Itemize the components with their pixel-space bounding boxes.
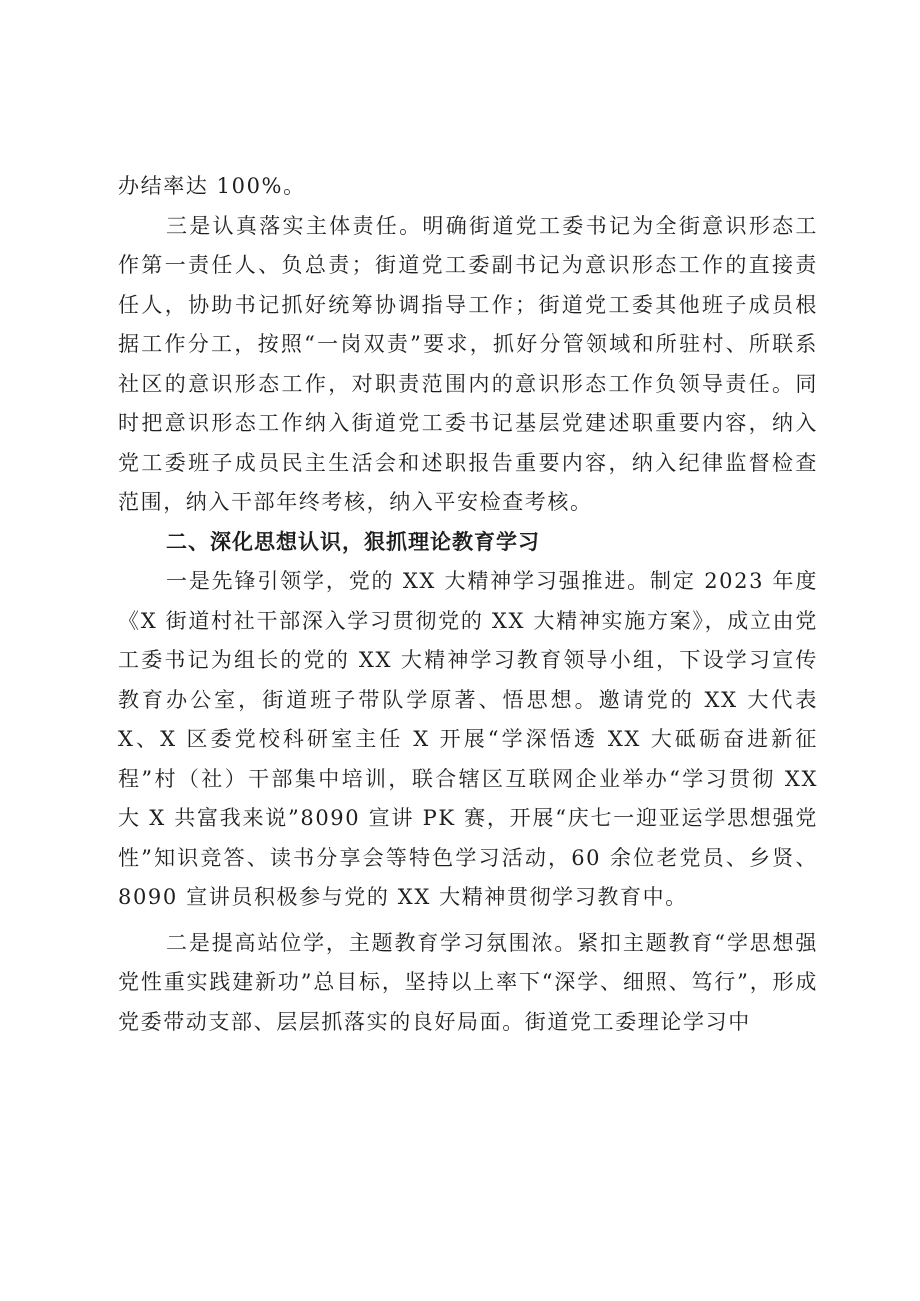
document-body [118, 167, 818, 1042]
paragraph-main-responsibility: 三是认真落实主体责任。明确街道党工委书记为全街意识形态工作第一责任人、负总责；街道党工委副书记为意识形态工作的直接责任人，协助书记抓好统筹协调指导工作；街道党工委其他班子成员根据工作分工，按照“一岗双责”要求，抓好分管领域和所驻村、所联系社区的意识形态工作，对职责范围内的意识形态工作负领导责任。同时把意识形态工作纳入街道党工委书记基层党建述职重要内容，纳入党工委班子成员民主生活会和述职报告重要内容，纳入纪律监督检查范围，纳入干部年终考核，纳入平安检查考核。 [118, 213, 818, 514]
paragraph-result-rate: 办结率达 100%。 [118, 174, 306, 198]
paragraph-vanguard-study: 一是先锋引领学，党的 XX 大精神学习强推进。制定 2023 年度《X 街道村社干部深入学习贯彻党的 XX 大精神实施方案》，成立由党工委书记为组长的党的 XX 大精神学习教育领导小组，下设学习宣传教育办公室，街道班子带队学原著、悟思想。邀请党的 XX 大代表 X、X 区委党校科研室主任 X 开展“学深悟透 XX 大砥砺奋进新征程”村（社）干部集中培训，联合辖区互联网企业举办“学习贯彻 XX 大 X 共富我来说”8090 宣讲 PK 赛，开展“庆七一迎亚运学思想强党性”知识竞答、读书分享会等特色学习活动，60 余位老党员、乡贤、8090 宣讲员积极参与党的 XX 大精神贯彻学习教育中。 [118, 569, 818, 909]
section-heading-2: 二、深化思想认识，狠抓理论教育学习 [166, 529, 540, 554]
paragraph-theme-education: 二是提高站位学，主题教育学习氛围浓。紧扣主题教育“学思想强党性重实践建新功”总目标，坚持以上率下“深学、细照、笃行”，形成党委带动支部、层层抓落实的良好局面。街道党工委理论学习中 [118, 930, 818, 1034]
